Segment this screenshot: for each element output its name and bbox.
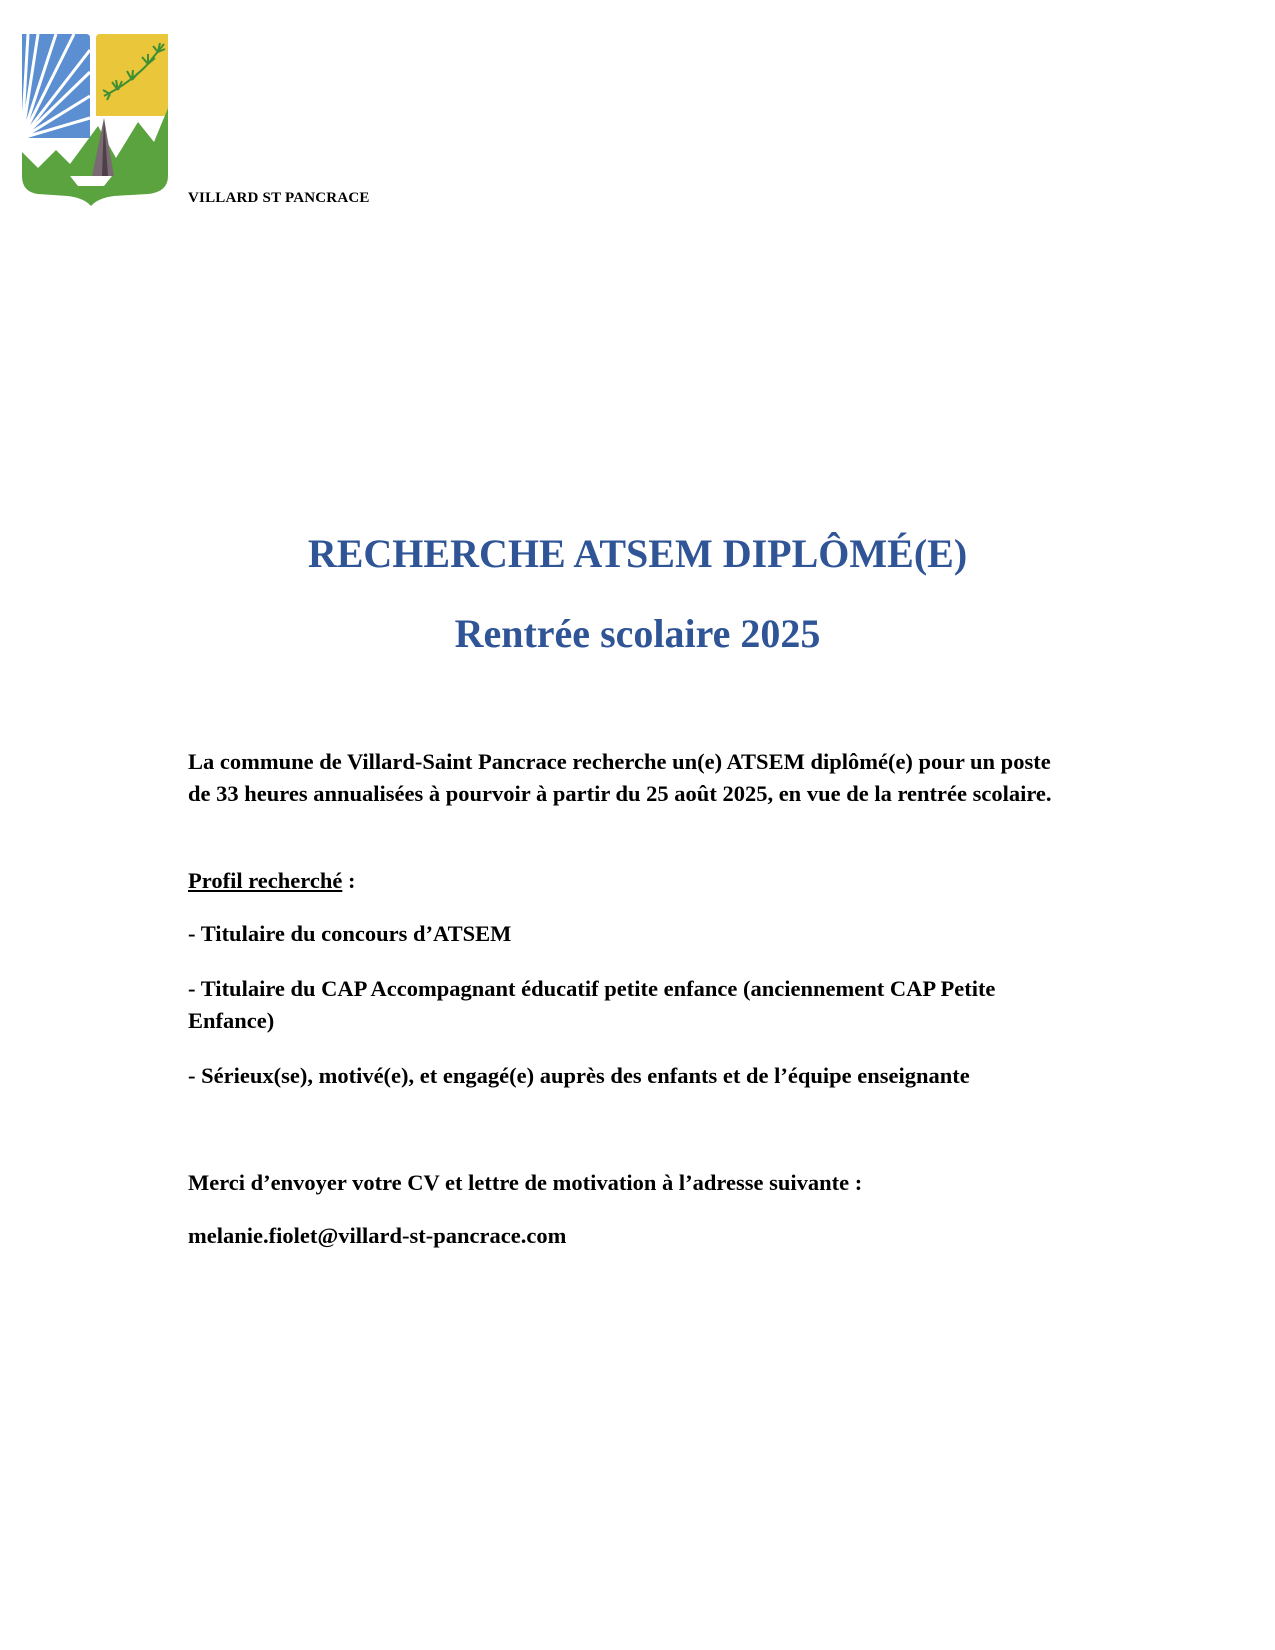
contact-email[interactable]: melanie.fiolet@villard-st-pancrace.com [188, 1223, 567, 1248]
page-subtitle: Rentrée scolaire 2025 [454, 611, 821, 656]
profile-heading [188, 865, 1068, 897]
town-logo [188, 190, 368, 215]
profile-item-concours: - Titulaire du concours d’ATSEM [188, 921, 512, 946]
coat-of-arms-icon [8, 26, 174, 206]
profile-item-cap: - Titulaire du CAP Accompagnant éducatif petite enfance (anciennement CAP Petite Enfance) [188, 976, 996, 1033]
profile-heading-suffix: : [342, 868, 356, 893]
profile-heading-label: Profil recherché [188, 868, 343, 893]
intro-paragraph: La commune de Villard-Saint Pancrace recherche un(e) ATSEM diplômé(e) pour un poste de 33 heures annualisées à pourvoir à partir du 25 août 2025, en vue de la rentrée scolaire. [188, 749, 1052, 806]
page-title: RECHERCHE ATSEM DIPLÔMÉ(E) [307, 531, 968, 576]
town-caption: VILLARD ST PANCRACE [188, 190, 370, 206]
contact-instruction: Merci d’envoyer votre CV et lettre de motivation à l’adresse suivante : [188, 1170, 863, 1195]
profile-item-qualities: - Sérieux(se), motivé(e), et engagé(e) auprès des enfants et de l’équipe enseignante [188, 1063, 970, 1088]
